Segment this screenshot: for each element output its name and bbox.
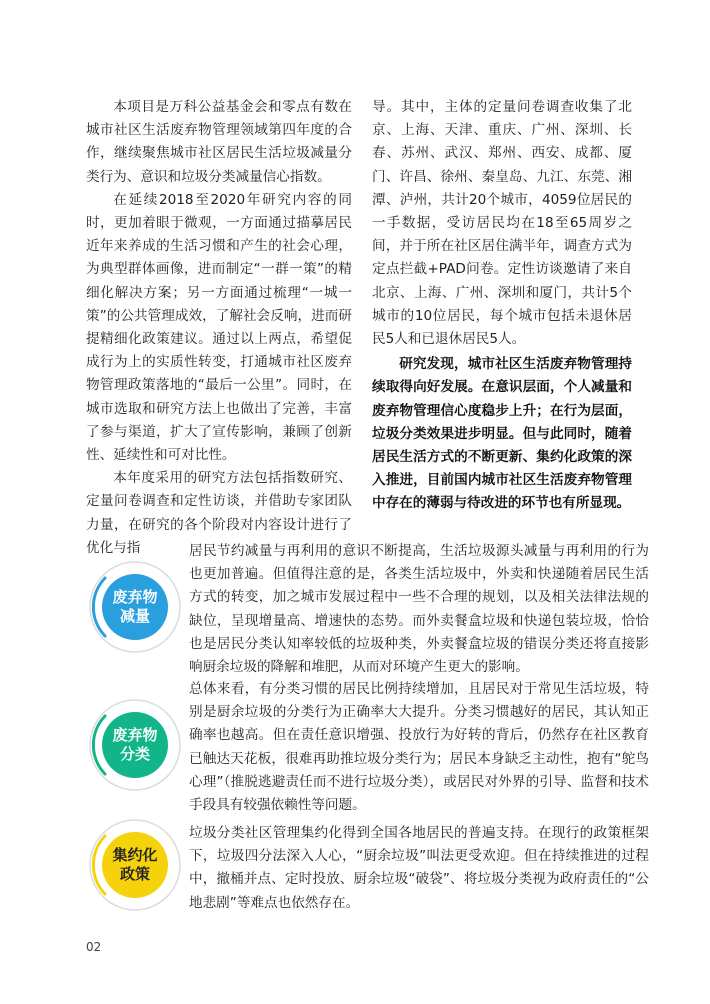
page-number: 02 <box>86 940 102 954</box>
intro-paragraph: 本年度采用的研究方法包括指数研究、定量问卷调查和定性访谈，并借助专家团队力量，在研究的各个阶段对内容设计进行了优化与指 <box>86 470 352 556</box>
section-text: 居民节约减量与再利用的意识不断提高，生活垃圾源头减量与再利用的行为也更加普遍。但值得注意的是，各类生活垃圾中，外卖和快递随着居民生活方式的转变，加之城市发展过程中一些不合理的规划，以及相关法律法规的缺位，呈现增量高、增速快的态势。而外卖餐盒垃圾和快递包装垃圾，恰恰也是居民分类认知率较低的垃圾种类，外卖餐盒垃圾的错误分类还将直接影响厨余垃圾的降解和堆肥，从而对环境产生更大的影响。 <box>189 543 649 676</box>
badge-intensive-policy <box>94 824 176 906</box>
section-waste-reduction <box>86 543 649 676</box>
section-intensive-policy <box>86 824 649 924</box>
intro-left-column <box>86 96 352 560</box>
badge-disc <box>102 712 168 778</box>
section-waste-sorting <box>86 681 649 814</box>
badge-label: 废弃物分类 <box>112 726 158 763</box>
intro-paragraph: 本项目是万科公益基金会和零点有数在城市社区生活废弃物管理领域第四年度的合作，继续聚焦城市社区居民生活垃圾减量分类行为、意识和垃圾分类减量信心指数。 <box>86 99 352 185</box>
badge-disc <box>102 574 168 640</box>
intro-paragraph-continued: 导。其中，主体的定量问卷调查收集了北京、上海、天津、重庆、广州、深圳、长春、苏州、武汉、郑州、西安、成都、厦门、许昌、徐州、秦皇岛、九江、东莞、湘潭、泸州，共计20个城市，4059位居民的一手数据，受访居民均在18至65周岁之间，并于所在社区居住满半年，调查方式为定点拦截+PAD问卷。定性访谈邀请了来自北京、上海、广州、深圳和厦门，共计5个城市的10位居民，每个城市包括未退休居民5人和已退休居民5人。 <box>372 99 632 348</box>
intro-paragraph: 在延续2018至2020年研究内容的同时，更加着眼于微观，一方面通过描摹居民近年来养成的生活习惯和产生的社会心理，为典型群体画像，进而制定“一群一策”的精细化解决方案；另一方面通过梳理“一城一策”的公共管理成效，了解社会反响，进而研提精细化政策建议。通过以上两点，希望促成行为上的实质性转变，打通城市社区废弃物管理政策落地的“最后一公里”。同时，在城市选取和研究方法上也做出了完善，丰富了参与渠道，扩大了宣传影响，兼顾了创新性、延续性和可对比性。 <box>86 191 352 464</box>
badge-label: 废弃物减量 <box>112 588 158 625</box>
section-text: 总体来看，有分类习惯的居民比例持续增加，且居民对于常见生活垃圾，特别是厨余垃圾的分类行为正确率大大提升。分类习惯越好的居民，其认知正确率也越高。但在责任意识增强、投放行为好转的背后，仍然存在社区教育已触达天花板，很难再助推垃圾分类行为；居民本身缺乏主动性，抱有“鸵鸟心理”（推脱逃避责任而不进行垃圾分类），或居民对外界的引导、监督和技术手段具有较强依赖性等问题。 <box>189 681 649 814</box>
badge-label: 集约化政策 <box>112 846 158 883</box>
badge-disc <box>102 832 168 898</box>
intro-right-column <box>372 96 632 516</box>
key-finding-paragraph: 研究发现，城市社区生活废弃物管理持续取得向好发展。在意识层面，个人减量和废弃物管理信心度稳步上升；在行为层面，垃圾分类效果进步明显。但与此同时，随着居民生活方式的不断更新、集约化政策的深入推进，目前国内城市社区生活废弃物管理中存在的薄弱与待改进的环节也有所显现。 <box>372 356 632 512</box>
section-text: 垃圾分类社区管理集约化得到全国各地居民的普遍支持。在现行的政策框架下，垃圾四分法深入人心，“厨余垃圾”叫法更受欢迎。但在持续推进的过程中，撤桶并点、定时投放、厨余垃圾“破袋”、将垃圾分类视为政府责任的“公地悲剧”等难点也依然存在。 <box>189 825 649 911</box>
badge-waste-reduction <box>94 566 176 648</box>
badge-waste-sorting <box>94 704 176 786</box>
